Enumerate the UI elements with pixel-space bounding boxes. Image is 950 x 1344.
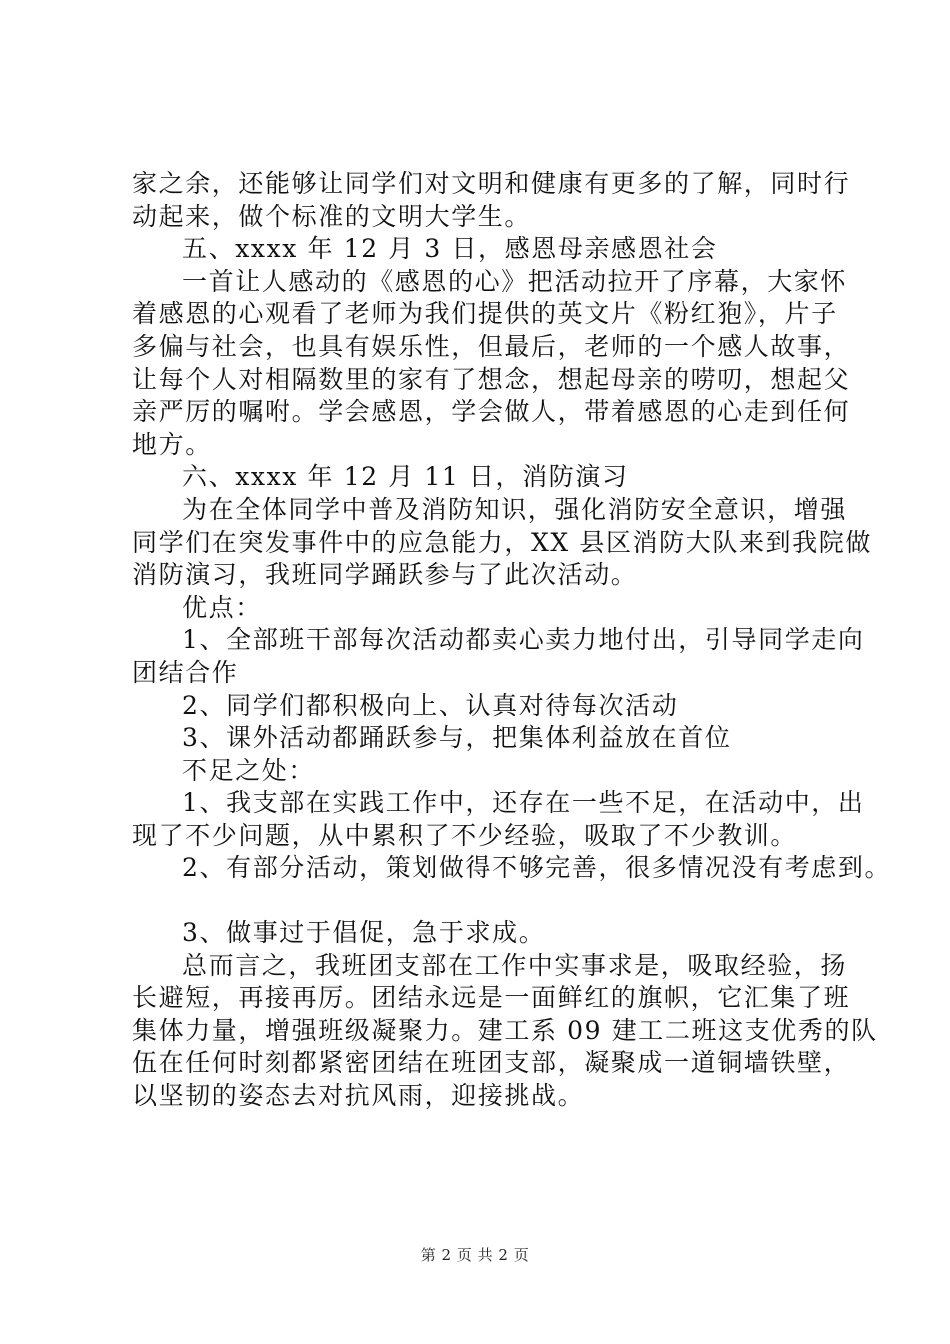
text-line: 让每个人对相隔数里的家有了想念，想起母亲的唠叨，想起父 <box>132 364 851 394</box>
text-line: 同学们在突发事件中的应急能力，XX 县区消防大队来到我院做 <box>132 527 872 557</box>
text-line: 现了不少问题，从中累积了不少经验，吸取了不少教训。 <box>132 820 798 850</box>
list-item: 2、同学们都积极向上、认真对待每次活动 <box>182 690 679 720</box>
body-text <box>132 168 892 1113</box>
text-line: 消防演习，我班同学踊跃参与了此次活动。 <box>132 560 638 590</box>
text-line: 团结合作 <box>132 657 239 687</box>
section-heading: 六、xxxx 年 12 月 11 日，消防演习 <box>182 462 629 492</box>
list-item: 1、我支部在实践工作中，还存在一些不足，在活动中，出 <box>182 788 865 818</box>
text-line: 长避短，再接再厉。团结永远是一面鲜红的旗帜，它汇集了班 <box>132 983 851 1013</box>
subheading-shortcomings: 不足之处： <box>182 755 316 785</box>
text-line: 着感恩的心观看了老师为我们提供的英文片《粉红狍》，片子 <box>132 299 838 329</box>
list-item: 3、做事过于倡促，急于求成。 <box>182 918 546 948</box>
text-line: 多偏与社会，也具有娱乐性，但最后，老师的一个感人故事， <box>132 331 851 361</box>
text-line: 总而言之，我班团支部在工作中实事求是，吸取经验，扬 <box>182 950 848 980</box>
subheading-strengths: 优点： <box>182 592 262 622</box>
list-item: 3、课外活动都踊跃参与，把集体利益放在首位 <box>182 723 732 753</box>
text-line: 地方。 <box>132 429 212 459</box>
text-line: 家之余，还能够让同学们对文明和健康有更多的了解，同时行 <box>132 169 851 198</box>
text-line: 集体力量，增强班级凝聚力。建工系 09 建工二班这支优秀的队 <box>132 1015 878 1045</box>
text-line: 伍在任何时刻都紧密团结在班团支部，凝聚成一道铜墙铁壁， <box>132 1048 851 1078</box>
text-line: 亲严厉的嘱咐。学会感恩，学会做人，带着感恩的心走到任何 <box>132 397 851 427</box>
blank-line <box>132 885 844 917</box>
section-heading: 五、xxxx 年 12 月 3 日，感恩母亲感恩社会 <box>182 234 718 264</box>
page-footer: 第 2 页 共 2 页 <box>420 1246 530 1264</box>
text-line: 动起来，做个标准的文明大学生。 <box>132 201 532 231</box>
list-item: 2、有部分活动，策划做得不够完善，很多情况没有考虑到。 <box>182 853 892 883</box>
list-item: 1、全部班干部每次活动都卖心卖力地付出，引导同学走向 <box>182 625 865 655</box>
text-line: 一首让人感动的《感恩的心》把活动拉开了序幕，大家怀 <box>182 266 848 296</box>
text-line: 为在全体同学中普及消防知识，强化消防安全意识，增强 <box>182 494 848 524</box>
text-line: 以坚韧的姿态去对抗风雨，迎接挑战。 <box>132 1081 585 1111</box>
